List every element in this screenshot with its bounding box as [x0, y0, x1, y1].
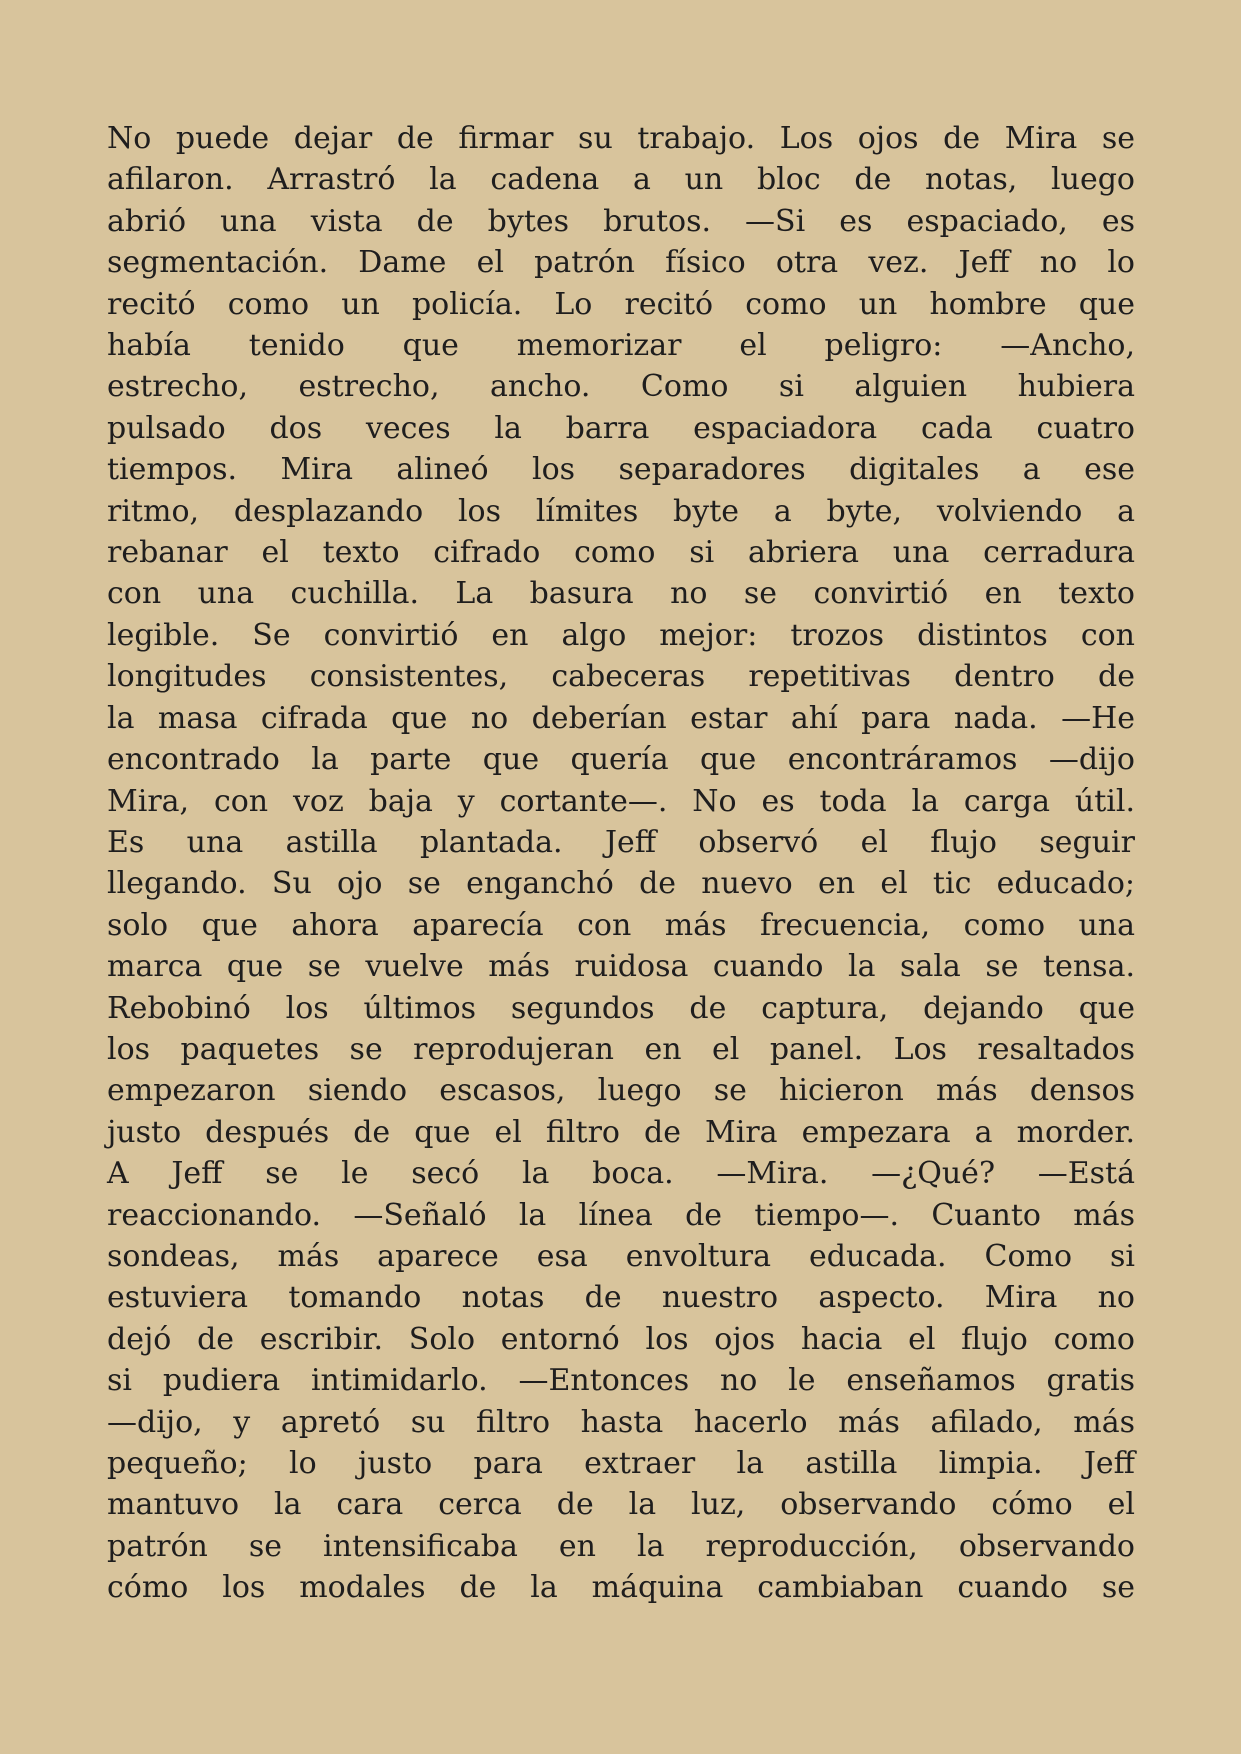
text-line: recitó como un policía. Lo recitó como un hombre que	[107, 286, 1135, 322]
text-line: con una cuchilla. La basura no se convirtió en texto	[107, 576, 1135, 612]
text-line: legible. Se convirtió en algo mejor: trozos distintos con	[107, 617, 1135, 653]
text-line: solo que ahora aparecía con más frecuencia, como una	[107, 907, 1135, 943]
text-line: No puede dejar de firmar su trabajo. Los ojos de Mira se	[107, 121, 1135, 156]
text-line: estuviera tomando notas de nuestro aspecto. Mira no	[107, 1280, 1135, 1316]
text-line: pequeño; lo justo para extraer la astilla limpia. Jeff	[107, 1446, 1135, 1481]
page-text	[107, 118, 1135, 1609]
text-line: sondeas, más aparece esa envoltura educada. Como si	[107, 1238, 1135, 1274]
text-line: Es una astilla plantada. Jeff observó el flujo seguir	[107, 824, 1135, 860]
text-line: empezaron siendo escasos, luego se hicieron más densos	[107, 1073, 1135, 1109]
text-line: dejó de escribir. Solo entornó los ojos hacia el flujo como	[107, 1321, 1135, 1357]
text-line: pulsado dos veces la barra espaciadora cada cuatro	[107, 410, 1135, 446]
text-line: Mira, con voz baja y cortante—. No es toda la carga útil.	[107, 783, 1135, 819]
text-line: justo después de que el filtro de Mira empezara a morder.	[107, 1114, 1135, 1150]
text-line: patrón se intensificaba en la reproducción, observando	[107, 1528, 1135, 1564]
text-line: reaccionando. —Señaló la línea de tiempo—. Cuanto más	[107, 1197, 1135, 1233]
text-line: segmentación. Dame el patrón físico otra vez. Jeff no lo	[107, 245, 1135, 281]
text-line: encontrado la parte que quería que encontráramos —dijo	[107, 742, 1135, 778]
text-line: Rebobinó los últimos segundos de captura, dejando que	[107, 990, 1135, 1026]
text-line: había tenido que memorizar el peligro: —Ancho,	[107, 328, 1135, 364]
text-line: la masa cifrada que no deberían estar ahí para nada. —He	[107, 700, 1135, 736]
text-line: estrecho, estrecho, ancho. Como si alguien hubiera	[107, 369, 1135, 405]
text-line: abrió una vista de bytes brutos. —Si es espaciado, es	[107, 203, 1135, 239]
text-line: afilaron. Arrastró la cadena a un bloc de notas, luego	[107, 162, 1135, 198]
text-line: rebanar el texto cifrado como si abriera una cerradura	[107, 535, 1135, 571]
text-line: los paquetes se reprodujeran en el panel. Los resaltados	[107, 1031, 1135, 1067]
text-line: ritmo, desplazando los límites byte a byte, volviendo a	[107, 493, 1135, 529]
text-line: llegando. Su ojo se enganchó de nuevo en el tic educado;	[107, 866, 1135, 902]
text-line: si pudiera intimidarlo. —Entonces no le enseñamos gratis	[107, 1363, 1135, 1399]
text-line: A Jeff se le secó la boca. —Mira. —¿Qué? —Está	[107, 1156, 1135, 1192]
text-line: cómo los modales de la máquina cambiaban cuando se	[107, 1570, 1135, 1606]
text-line: longitudes consistentes, cabeceras repetitivas dentro de	[107, 659, 1135, 695]
text-line: tiempos. Mira alineó los separadores digitales a ese	[107, 452, 1135, 488]
text-line: mantuvo la cara cerca de la luz, observando cómo el	[107, 1487, 1135, 1523]
text-line: marca que se vuelve más ruidosa cuando la sala se tensa.	[107, 949, 1135, 985]
text-line: —dijo, y apretó su filtro hasta hacerlo más afilado, más	[107, 1404, 1135, 1440]
